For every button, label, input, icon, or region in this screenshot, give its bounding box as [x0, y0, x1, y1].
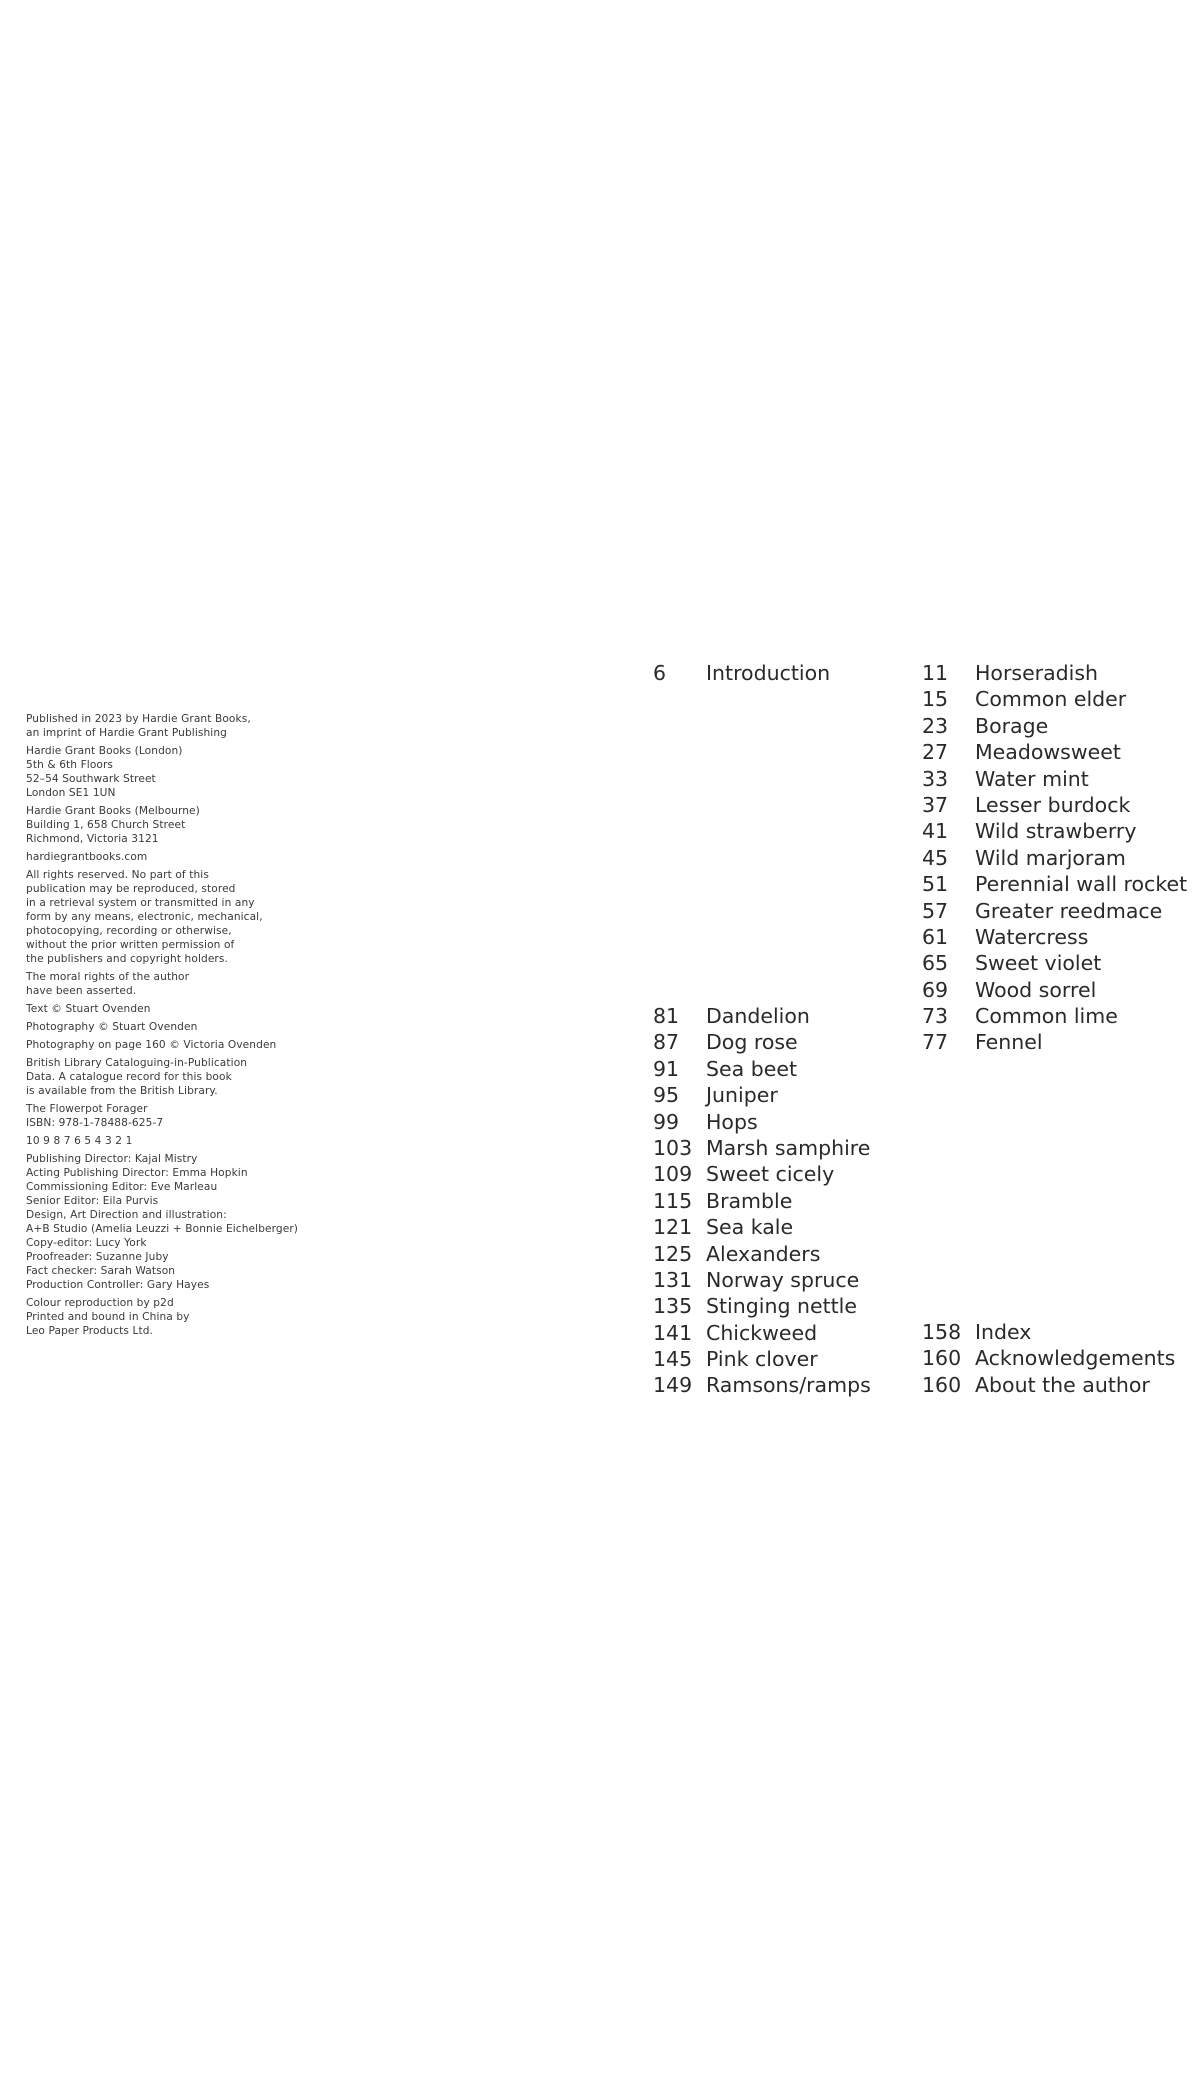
contents-page-number: 45 — [922, 845, 949, 870]
imprint-line: Leo Paper Products Ltd. — [26, 1325, 154, 1337]
contents-entry[interactable] — [922, 818, 1200, 844]
imprint-line: photocopying, recording or otherwise, — [26, 925, 232, 937]
imprint-line: Copy-editor: Lucy York — [26, 1237, 147, 1249]
contents-page-number: 115 — [653, 1188, 693, 1213]
contents-entry-title: Dog rose — [706, 1030, 798, 1055]
contents-page-number: 103 — [653, 1135, 693, 1160]
imprint-line: in a retrieval system or transmitted in any — [26, 897, 255, 909]
imprint-block — [26, 712, 406, 740]
contents-entry[interactable] — [653, 1214, 943, 1240]
imprint-block — [26, 868, 406, 966]
contents-page-number: 95 — [653, 1083, 680, 1108]
contents-entry-title: Sea beet — [706, 1056, 797, 1081]
contents-entry-title: Stinging nettle — [706, 1294, 857, 1319]
imprint-line: Fact checker: Sarah Watson — [26, 1265, 176, 1277]
contents-entry-title: Alexanders — [706, 1241, 821, 1266]
imprint-line: Commissioning Editor: Eve Marleau — [26, 1181, 218, 1193]
imprint-block — [26, 1056, 406, 1098]
contents-entry[interactable] — [653, 1082, 943, 1108]
contents-page-number: 99 — [653, 1109, 680, 1134]
imprint-line: 10 9 8 7 6 5 4 3 2 1 — [26, 1135, 133, 1147]
contents-entry[interactable] — [653, 1372, 943, 1398]
contents-entry-title: Greater reedmace — [975, 898, 1163, 923]
contents-entry-title: Sweet cicely — [706, 1162, 835, 1187]
contents-entry-title: Index — [975, 1320, 1032, 1344]
contents-page-number: 158 — [922, 1320, 962, 1344]
contents-entry-title: Lesser burdock — [975, 792, 1131, 817]
contents-entry[interactable] — [922, 1372, 1200, 1398]
contents-column-intro — [653, 660, 943, 686]
contents-entry-title: Juniper — [706, 1083, 778, 1108]
contents-entry[interactable] — [653, 660, 943, 686]
contents-entry-title: Wild strawberry — [975, 819, 1137, 844]
imprint-block — [26, 1020, 406, 1034]
contents-page-number: 41 — [922, 819, 949, 844]
contents-page-number: 27 — [922, 740, 949, 765]
imprint-block — [26, 1002, 406, 1016]
contents-page-number: 160 — [922, 1346, 962, 1371]
imprint-line: Text © Stuart Ovenden — [26, 1003, 151, 1015]
contents-page-number: 141 — [653, 1320, 693, 1345]
imprint-line: Printed and bound in China by — [26, 1311, 190, 1323]
imprint-line: Colour reproduction by p2d — [26, 1297, 174, 1309]
imprint-line: have been asserted. — [26, 985, 137, 997]
imprint-line: 5th & 6th Floors — [26, 759, 114, 771]
contents-entry[interactable] — [922, 660, 1200, 686]
contents-entry-title: Introduction — [706, 661, 831, 685]
imprint-line: ISBN: 978-1-78488-625-7 — [26, 1117, 164, 1129]
contents-entry-title: Sweet violet — [975, 951, 1102, 976]
contents-column-endmatter — [922, 1319, 1200, 1398]
contents-entry[interactable] — [653, 1267, 943, 1293]
contents-page-number: 160 — [922, 1372, 962, 1397]
imprint-line: Published in 2023 by Hardie Grant Books, — [26, 713, 251, 725]
imprint-line: A+B Studio (Amelia Leuzzi + Bonnie Eichelberger) — [26, 1223, 299, 1235]
imprint-line: Photography © Stuart Ovenden — [26, 1021, 198, 1033]
contents-page-number: 57 — [922, 898, 949, 923]
contents-page-number: 87 — [653, 1030, 680, 1055]
contents-page-number: 91 — [653, 1056, 680, 1081]
imprint-block — [26, 850, 406, 864]
contents-entry[interactable] — [922, 1319, 1200, 1345]
contents-entry[interactable] — [922, 871, 1200, 897]
contents-page-number: 51 — [922, 872, 949, 897]
imprint-line: Acting Publishing Director: Emma Hopkin — [26, 1167, 248, 1179]
contents-entry[interactable] — [653, 1320, 943, 1346]
contents-entry-title: Watercress — [975, 924, 1089, 949]
contents-page-number: 81 — [653, 1004, 680, 1028]
contents-entry[interactable] — [653, 1346, 943, 1372]
contents-entry-title: Horseradish — [975, 661, 1099, 685]
imprint-line: Richmond, Victoria 3121 — [26, 833, 159, 845]
contents-entry[interactable] — [653, 1003, 943, 1029]
contents-entry[interactable] — [922, 950, 1200, 976]
imprint-line: form by any means, electronic, mechanical, — [26, 911, 263, 923]
contents-entry-title: Norway spruce — [706, 1267, 860, 1292]
contents-entry[interactable] — [653, 1135, 943, 1161]
contents-entry-title: Water mint — [975, 766, 1089, 791]
contents-entry-title: Wood sorrel — [975, 977, 1097, 1002]
contents-entry[interactable] — [922, 977, 1200, 1003]
imprint-page — [26, 712, 406, 1342]
contents-entry[interactable] — [922, 792, 1200, 818]
contents-entry-title: Dandelion — [706, 1004, 810, 1028]
imprint-line: Design, Art Direction and illustration: — [26, 1209, 227, 1221]
contents-entry-title: Meadowsweet — [975, 740, 1121, 765]
contents-entry-title: Fennel — [975, 1030, 1043, 1055]
imprint-line: British Library Cataloguing-in-Publication — [26, 1057, 248, 1069]
contents-page-number: 23 — [922, 713, 949, 738]
imprint-line: the publishers and copyright holders. — [26, 953, 228, 965]
imprint-block — [26, 1296, 406, 1338]
contents-entry[interactable] — [922, 1003, 1200, 1029]
imprint-line: The Flowerpot Forager — [26, 1103, 148, 1115]
imprint-line: Hardie Grant Books (London) — [26, 745, 183, 757]
contents-page-number: 131 — [653, 1267, 693, 1292]
contents-page-number: 33 — [922, 766, 949, 791]
contents-entry[interactable] — [653, 1188, 943, 1214]
contents-entry[interactable] — [922, 924, 1200, 950]
contents-page-number: 135 — [653, 1294, 693, 1319]
contents-entry-title: Common elder — [975, 687, 1127, 712]
contents-entry[interactable] — [653, 1029, 943, 1055]
contents-entry[interactable] — [653, 1293, 943, 1319]
contents-entry[interactable] — [922, 845, 1200, 871]
contents-page-number: 37 — [922, 792, 949, 817]
imprint-line: 52–54 Southwark Street — [26, 773, 156, 785]
contents-entry-title: Pink clover — [706, 1347, 818, 1372]
imprint-line: without the prior written permission of — [26, 939, 235, 951]
contents-entry[interactable] — [922, 1029, 1200, 1055]
contents-entry[interactable] — [922, 686, 1200, 712]
contents-page-number: 65 — [922, 951, 949, 976]
contents-page-number: 15 — [922, 687, 949, 712]
contents-entry-title: Sea kale — [706, 1215, 794, 1240]
contents-entry[interactable] — [653, 1241, 943, 1267]
contents-entry-title: Chickweed — [706, 1320, 818, 1345]
contents-entry[interactable] — [922, 713, 1200, 739]
contents-entry-title: Common lime — [975, 1004, 1118, 1029]
contents-page-number: 69 — [922, 977, 949, 1002]
contents-page-number: 121 — [653, 1215, 693, 1240]
contents-page-number: 6 — [653, 661, 667, 685]
imprint-line: The moral rights of the author — [26, 971, 190, 983]
imprint-block — [26, 970, 406, 998]
contents-page-number: 77 — [922, 1030, 949, 1055]
contents-entry[interactable] — [922, 766, 1200, 792]
contents-page-number: 11 — [922, 661, 949, 685]
contents-entry[interactable] — [653, 1056, 943, 1082]
contents-entry[interactable] — [653, 1109, 943, 1135]
contents-page-number: 149 — [653, 1373, 693, 1398]
contents-page-number: 73 — [922, 1004, 949, 1029]
imprint-block — [26, 1152, 406, 1292]
imprint-block — [26, 1134, 406, 1148]
imprint-line: Data. A catalogue record for this book — [26, 1071, 232, 1083]
contents-entry-title: Ramsons/ramps — [706, 1373, 871, 1398]
contents-column-left — [653, 1003, 943, 1399]
imprint-line: All rights reserved. No part of this — [26, 869, 209, 881]
contents-page-number: 145 — [653, 1347, 693, 1372]
imprint-block — [26, 744, 406, 800]
imprint-line: Senior Editor: Eila Purvis — [26, 1195, 159, 1207]
imprint-line: London SE1 1UN — [26, 787, 116, 799]
contents-entry-title: Marsh samphire — [706, 1135, 871, 1160]
contents-entry-title: Wild marjoram — [975, 845, 1126, 870]
contents-entry-title: About the author — [975, 1372, 1150, 1397]
contents-entry-title: Hops — [706, 1109, 758, 1134]
imprint-block — [26, 804, 406, 846]
imprint-line: publication may be reproduced, stored — [26, 883, 236, 895]
imprint-block — [26, 1102, 406, 1130]
imprint-line: Hardie Grant Books (Melbourne) — [26, 805, 200, 817]
imprint-line: hardiegrantbooks.com — [26, 851, 148, 863]
imprint-block — [26, 1038, 406, 1052]
contents-entry[interactable] — [922, 739, 1200, 765]
contents-page-number: 125 — [653, 1241, 693, 1266]
contents-entry-title: Bramble — [706, 1188, 793, 1213]
imprint-line: Proofreader: Suzanne Juby — [26, 1251, 169, 1263]
contents-entry-title: Acknowledgements — [975, 1346, 1176, 1371]
contents-entry-title: Perennial wall rocket — [975, 872, 1188, 897]
imprint-line: Photography on page 160 © Victoria Ovenden — [26, 1039, 277, 1051]
contents-entry[interactable] — [653, 1161, 943, 1187]
contents-column-right — [922, 660, 1200, 1056]
contents-entry[interactable] — [922, 1345, 1200, 1371]
imprint-line: is available from the British Library. — [26, 1085, 218, 1097]
contents-page-number: 109 — [653, 1162, 693, 1187]
contents-entry-title: Borage — [975, 713, 1049, 738]
imprint-line: Building 1, 658 Church Street — [26, 819, 186, 831]
contents-page-number: 61 — [922, 924, 949, 949]
imprint-line: Production Controller: Gary Hayes — [26, 1279, 210, 1291]
imprint-line: an imprint of Hardie Grant Publishing — [26, 727, 227, 739]
imprint-line: Publishing Director: Kajal Mistry — [26, 1153, 198, 1165]
contents-entry[interactable] — [922, 898, 1200, 924]
